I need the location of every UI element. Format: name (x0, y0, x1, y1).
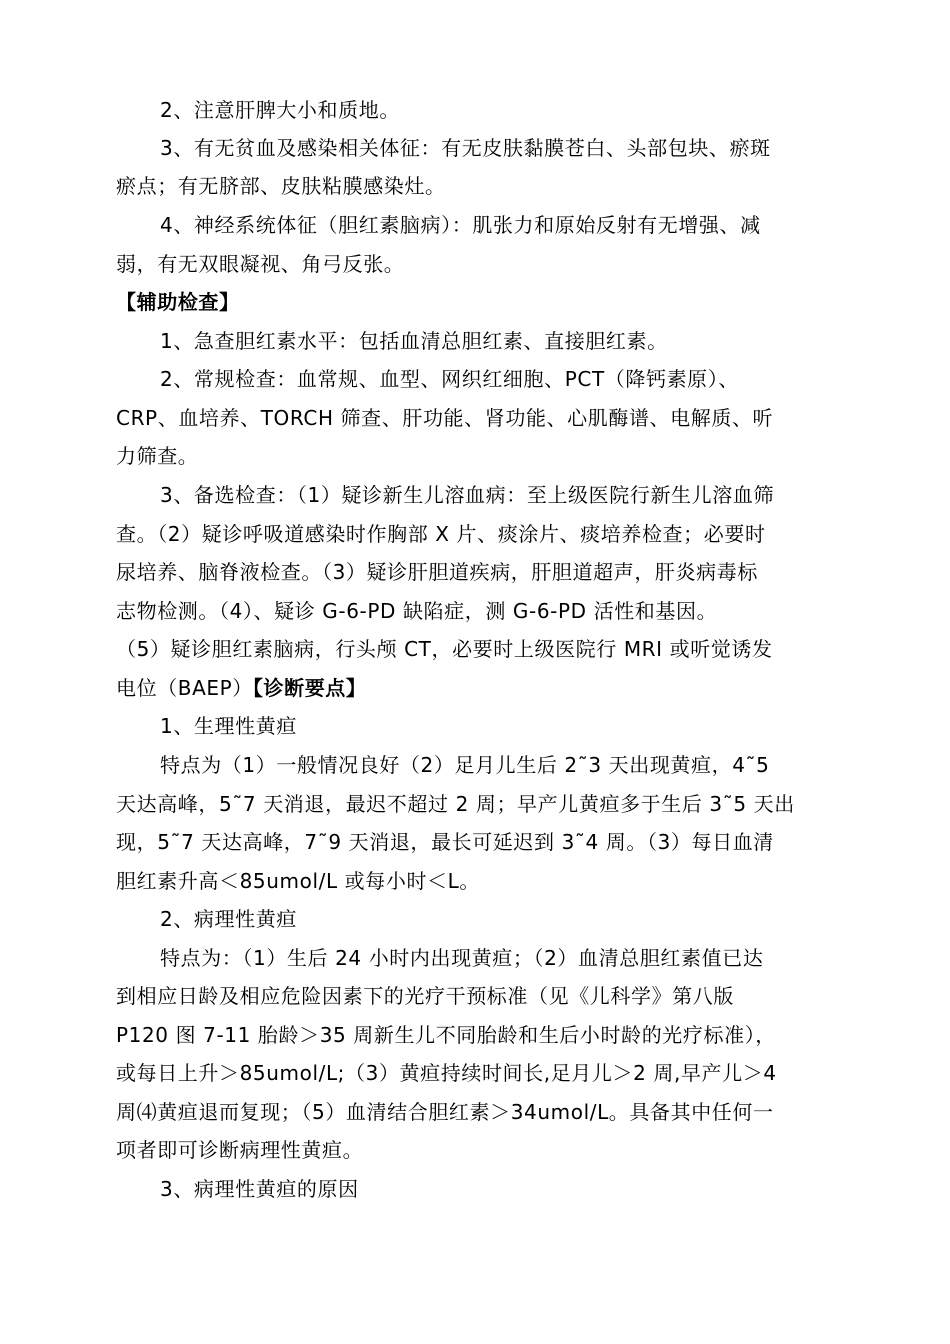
subsection-title: 2、病理性黄疸 (160, 907, 297, 931)
text-line: 项者即可诊断病理性黄疸。 (116, 1138, 364, 1162)
text-line: 尿培养、脑脊液检查。（3）疑诊肝胆道疾病，肝胆道超声，肝炎病毒标 (116, 560, 758, 584)
text-line: 特点为（1）一般情况良好（2）足月儿生后 2˜3 天出现黄疸，4˜5 (160, 753, 770, 777)
text-line: CRP、血培养、TORCH 筛查、肝功能、肾功能、心肌酶谱、电解质、听 (116, 406, 774, 430)
section-heading: 【辅助检查】 (116, 290, 240, 314)
text-line-with-heading (116, 674, 367, 702)
text-line: 2、常规检查：血常规、血型、网织红细胞、PCT（降钙素原）、 (160, 367, 739, 391)
text-line: 现，5˜7 天达高峰，7˜9 天消退，最长可延迟到 3˜4 周。（3）每日血清 (116, 830, 774, 854)
text-line: 弱，有无双眼凝视、角弓反张。 (116, 252, 405, 276)
text-line: 胆红素升高＜85umol/L 或每小时＜L。 (116, 869, 480, 893)
text-line: 特点为：（1）生后 24 小时内出现黄疸；（2）血清总胆红素值已达 (160, 946, 764, 970)
text-line: 周⑷黄疸退而复现；（5）血清结合胆红素＞34umol/L。具备其中任何一 (116, 1100, 774, 1124)
text-line: 志物检测。（4）、疑诊 G-6-PD 缺陷症，测 G-6-PD 活性和基因。 (116, 599, 718, 623)
text-line: 2、注意肝脾大小和质地。 (160, 98, 400, 122)
text-line: 天达高峰，5˜7 天消退，最迟不超过 2 周；早产儿黄疸多于生后 3˜5 天出 (116, 792, 795, 816)
text-segment: 电位（BAEP） (116, 676, 253, 700)
text-line: （5）疑诊胆红素脑病，行头颅 CT，必要时上级医院行 MRI 或听觉诱发 (116, 637, 773, 661)
text-line: 或每日上升＞85umol/L;（3）黄疸持续时间长,足月儿＞2 周,早产儿＞4 (116, 1061, 777, 1085)
subsection-title: 3、病理性黄疸的原因 (160, 1177, 359, 1201)
text-line: 查。（2）疑诊呼吸道感染时作胸部 X 片、痰涂片、痰培养检查；必要时 (116, 522, 766, 546)
section-heading: 【诊断要点】 (252, 676, 367, 700)
text-line: 4、神经系统体征（胆红素脑病）：肌张力和原始反射有无增强、减 (160, 213, 761, 237)
text-line: 力筛查。 (116, 444, 199, 468)
text-line: 3、有无贫血及感染相关体征：有无皮肤黏膜苍白、头部包块、瘀斑 (160, 136, 771, 160)
text-line: 到相应日龄及相应危险因素下的光疗干预标准（见《儿科学》第八版 (116, 984, 734, 1008)
text-line: 瘀点；有无脐部、皮肤粘膜感染灶。 (116, 174, 446, 198)
subsection-title: 1、生理性黄疸 (160, 714, 297, 738)
text-line: P120 图 7-11 胎龄＞35 周新生儿不同胎龄和生后小时龄的光疗标准）， (116, 1023, 776, 1047)
text-line: 3、备选检查：（1）疑诊新生儿溶血病：至上级医院行新生儿溶血筛 (160, 483, 775, 507)
text-line: 1、急查胆红素水平：包括血清总胆红素、直接胆红素。 (160, 329, 668, 353)
